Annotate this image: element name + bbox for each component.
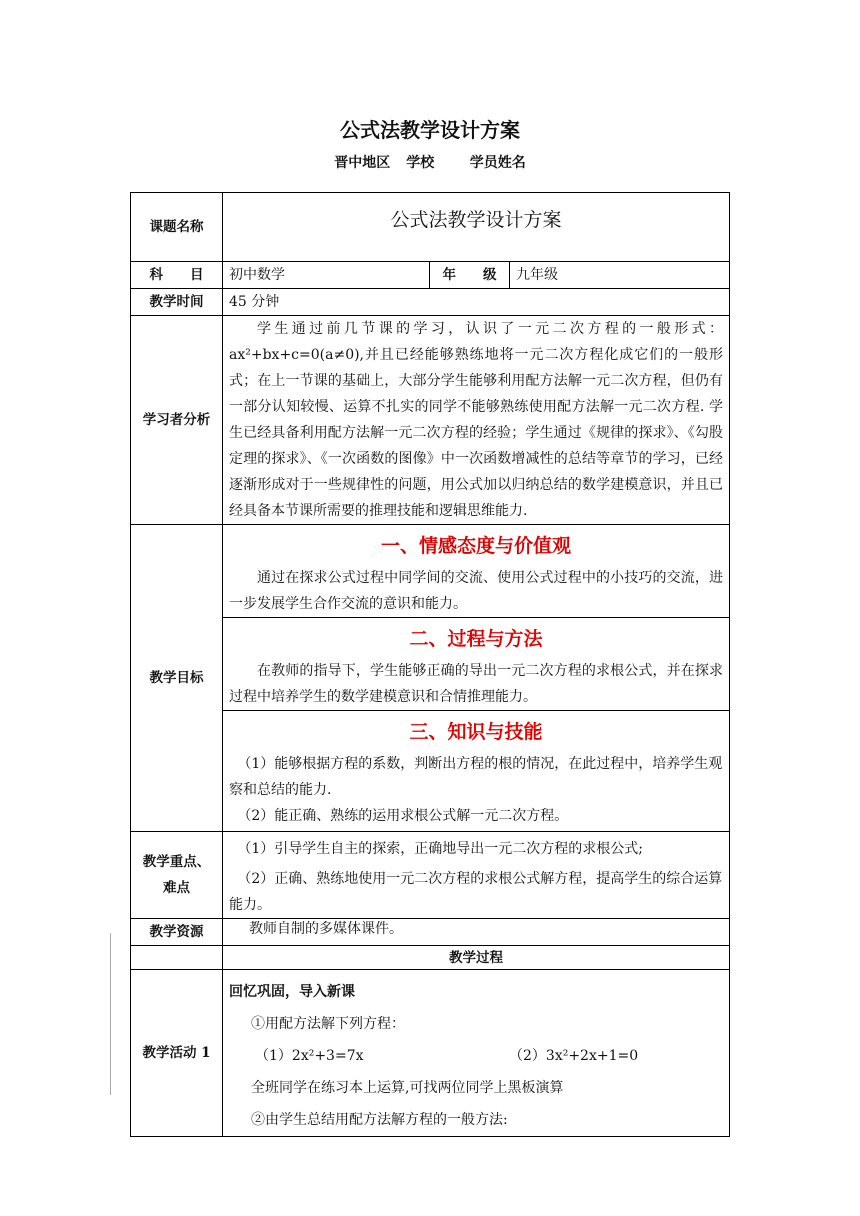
goal-section-2-title: 二、过程与方法 — [409, 628, 543, 650]
learner-analysis-cell — [223, 316, 730, 525]
document-title: 公式法教学设计方案 — [340, 118, 520, 142]
activity-1-step-1: ①用配方法解下列方程： — [251, 1016, 405, 1032]
goal-section-2-text: 在教师的指导下，学生能够正确的导出一元二次方程的求根公式，并在探求过程中培养学生的数学建模意识和合情推理能力。 — [229, 663, 724, 705]
grade-value: 九年级 — [510, 262, 730, 289]
activity-1-title: 回忆巩固，导入新课 — [229, 984, 355, 1000]
school-text: 学校 — [406, 155, 435, 171]
equation-1: （1）2x²+3=7x — [255, 1048, 364, 1064]
grade-label: 年 级 — [430, 262, 510, 289]
resources-value: 教师自制的多媒体课件。 — [223, 919, 730, 946]
document-subtitle — [0, 152, 860, 172]
activity-1-label: 教学活动 1 — [131, 970, 223, 1137]
key-point-1: （1）引导学生自主的探索，正确地导出一元二次方程的求根公式; — [237, 841, 644, 857]
learner-analysis-label: 学习者分析 — [131, 316, 223, 525]
equation-2: （2）3x²+2x+1=0 — [509, 1048, 639, 1064]
subject-value: 初中数学 — [223, 262, 430, 289]
topic-label: 课题名称 — [131, 193, 223, 262]
goal-section-3-title: 三、知识与技能 — [409, 721, 543, 743]
key-points-cell — [223, 832, 730, 919]
student-name-text: 学员姓名 — [469, 155, 526, 171]
activity-1-equations — [229, 1040, 723, 1072]
activity-1-cell — [223, 970, 730, 1137]
process-header-empty-cell — [131, 946, 223, 970]
activity-1-step-2: ②由学生总结用配方法解方程的一般方法: — [251, 1112, 508, 1128]
teaching-goals-label: 教学目标 — [131, 525, 223, 832]
subject-label: 科 目 — [131, 262, 223, 289]
topic-value: 公式法教学设计方案 — [390, 209, 562, 231]
resources-label: 教学资源 — [131, 919, 223, 946]
goal-section-3-item-1: （1）能够根据方程的系数，判断出方程的根的情况，在此过程中，培养学生观察和总结的能力. — [229, 756, 723, 798]
activity-1-note: 全班同学在练习本上运算,可找两位同学上黑板演算 — [251, 1080, 564, 1096]
topic-cell — [223, 193, 730, 262]
time-value: 45 分钟 — [223, 289, 730, 316]
key-point-2: （2）正确、熟练地使用一元二次方程的求根公式解方程，提高学生的综合运算能力。 — [229, 871, 723, 913]
goal-section-1-text: 通过在探求公式过程中同学间的交流、使用公式过程中的小技巧的交流，进一步发展学生合作交流的意识和能力。 — [229, 570, 724, 612]
margin-line — [110, 933, 111, 1095]
time-label: 教学时间 — [131, 289, 223, 316]
process-header: 教学过程 — [223, 946, 730, 970]
goal-section-3-item-2: （2）能正确、熟练的运用求根公式解一元二次方程。 — [237, 808, 569, 824]
goal-section-1-title: 一、情感态度与价值观 — [381, 535, 572, 557]
learner-analysis-text: 学生通过前几节课的学习，认识了一元二次方程的一般形式：ax²+bx+c=0(a≠0),并且已经能够熟练地将一元二次方程化成它们的一般形式；在上一节课的基础上，大部分学生能够利用配方法解一元二次方程，但仍有一部分认知较慢、运算不扎实的同学不能够熟练使用配方法解一元二次方程. 学生已经具备利用配方法解一元二次方程的经验；学生通过《规律的探求》、《勾股定理的探求》、《一次函数的图像》中一次函数增减性的总结等章节的学习，已经逐渐形成对于一些规律性的问题，用公式加以归纳总结的数学建模意识，并且已经具备本节课所需要的推理技能和逻辑思维能力. — [229, 321, 724, 519]
region-text: 晋中地区 — [334, 155, 391, 171]
lesson-plan-table — [130, 192, 730, 1137]
teaching-goals-cell — [223, 525, 730, 832]
key-points-label: 教学重点、难点 — [131, 832, 223, 919]
